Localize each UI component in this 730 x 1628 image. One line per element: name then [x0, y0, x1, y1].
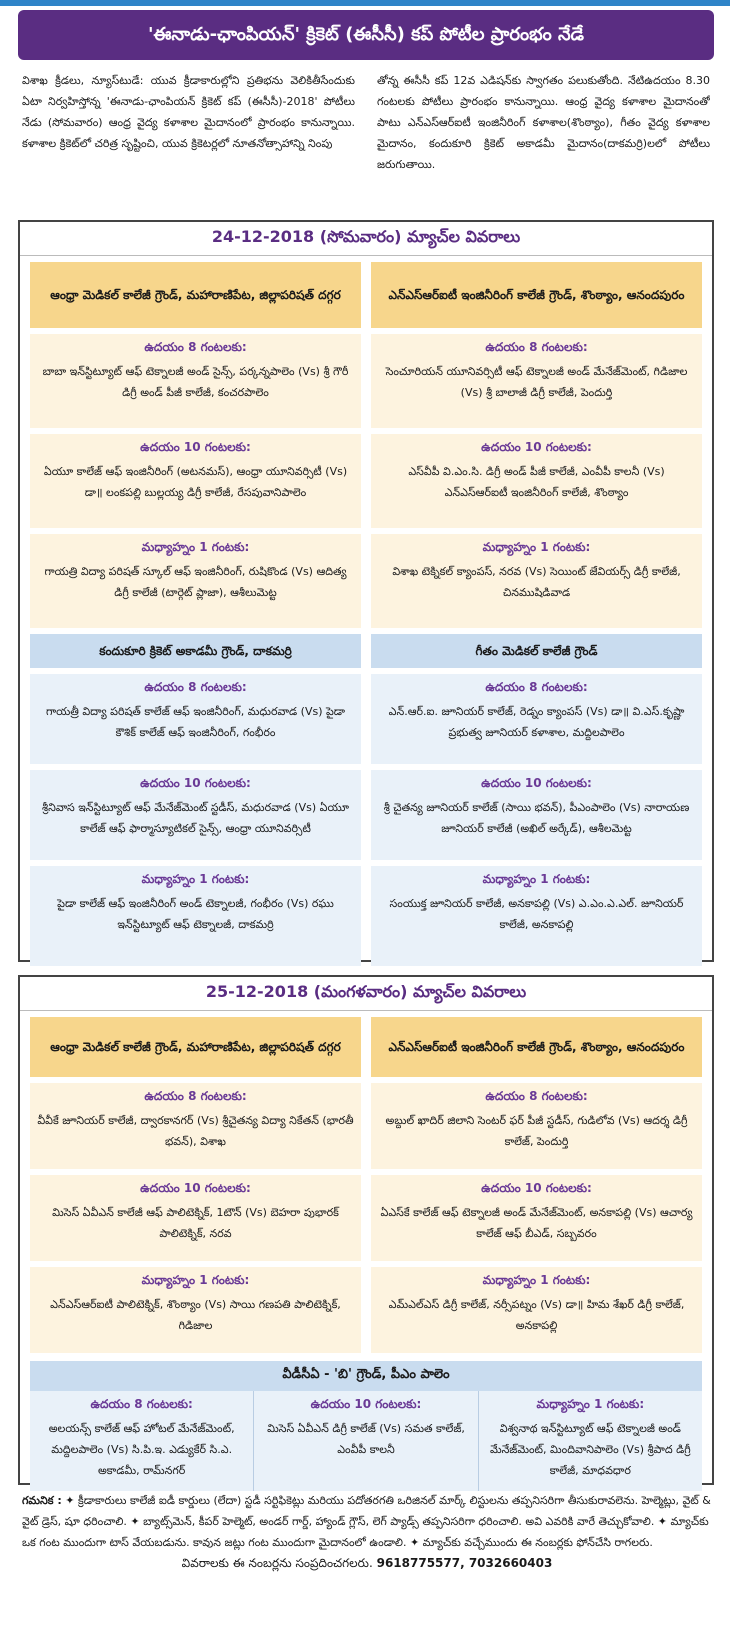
slot-time: మధ్యాహ్నం 1 గంటకు: [482, 872, 591, 886]
slot-matchup: ఎస్‌వీపీ వి.ఎం.సి. డిగ్రీ అండ్ పీజీ కాలేజీ, ఎంవీపీ కాలనీ (Vs) ఎన్‌ఎస్‌ఆర్‌ఐటీ ఇంజినీరింగ్ కాలేజీ, శొంఠ్యాం [408, 465, 665, 499]
notes-text: ✦ క్రీడాకారులు కాలేజీ ఐడీ కార్డులు (లేదా) స్టడీ సర్టిఫికెట్లు మరియు పదోతరగతి ఒరిజినల్ మార్క్ లిస్టులను తప్పనిసరిగా తీసుకురావలెను. హెల్మెట్లు, వైట్ & వైట్ డ్రెస్, షూ ధరించాలి. ✦ బ్యాట్స్‌మెన్, కీపర్ హెల్మెట్, అండర్ గార్డ్, హ్యాండ్ గ్లౌస్, లెగ్ ప్యాడ్స్ తప్పనిసరిగా ధరించాలి. అవి ఎవరికి వారే తెచ్చుకోవాలి. ✦ మ్యాచ్‌కు ఒక గంట ముందుగా టాస్ వేయబడును. కావున జట్లు గంట ముందుగా మైదానంలో ఉండాలి. ✦ మ్యాచ్‌కు వచ్చేముందు ఈ నంబర్లకు ఫోన్‌చేసి రాగలరు. [22, 1494, 711, 1549]
slot-block [253, 1391, 477, 1491]
slot-matchup: శ్రీనివాస ఇన్‌స్టిట్యూట్ ఆఫ్ మేనేజ్‌మెంట్ స్టడీస్, మధురవాడ (Vs) ఏయూ కాలేజ్ ఆఫ్ ఫార్మాస్యూటికల్ సైన్స్, ఆంధ్రా యూనివర్సిటీ [42, 801, 349, 835]
slot-time: ఉదయం 10 గంటలకు: [140, 440, 251, 454]
vdca-venue-block [30, 1361, 702, 1491]
venue-block [30, 634, 361, 668]
slot-block [371, 334, 702, 428]
venue-block [371, 262, 702, 328]
slot-matchup: మిసెస్ ఏవీఎన్ కాలేజీ ఆఫ్ పాలిటెక్నిక్, 1టౌన్ (Vs) బెహరా పుభారక్ పాలిటెక్నిక్, నరవ [52, 1206, 339, 1240]
slot-time: ఉదయం 10 గంటలకు: [310, 1397, 422, 1411]
slot-block [371, 1175, 702, 1261]
notes-section [22, 1490, 712, 1622]
slot-matchup: విశ్వనాథ ఇన్‌స్టిట్యూట్ ఆఫ్ టెక్నాలజీ అండ్ మేనేజ్‌మెంట్, మిందివానిపాలెం (Vs) శ్రీపాద డిగ్రీ కాలేజీ, మాధవధార [489, 1422, 691, 1477]
slot-block [371, 534, 702, 628]
day2-schedule [18, 975, 714, 1485]
slot-block [371, 1267, 702, 1353]
slot-matchup: అలయన్స్ కాలేజ్ ఆఫ్ హోటల్ మేనేజ్‌మెంట్, మద్దిలపాలెం (Vs) సి.పి.ఇ. ఎడ్యుకేర్ సి.ఎ. అకాడమీ, రామ్‌నగర్ [48, 1422, 235, 1477]
venue-name: గీతం మెడికల్ కాలేజీ గ్రౌండ్ [371, 634, 702, 668]
notes-label: గమనిక : [22, 1494, 62, 1507]
page-title: 'ఈనాడు-ఛాంపియన్' క్రికెట్ (ఈసీసీ) కప్ పోటీల ప్రారంభం నేడే [147, 24, 585, 46]
venue-block [371, 1017, 702, 1077]
slot-block [30, 334, 361, 428]
slot-matchup: శ్రీ చైతన్య జూనియర్ కాలేజ్ (సాయి భవన్), పీఎంపాలెం (Vs) నారాయణ జూనియర్ కాలేజీ (అఖిల్ అర్కేడ్), ఆశీలమెట్ట [383, 801, 690, 835]
slot-block [30, 534, 361, 628]
slot-time: ఉదయం 8 గంటలకు: [90, 1397, 193, 1411]
venue-name: వీడీసీఏ - 'బి' గ్రౌండ్, పీఎం పాలెం [30, 1361, 702, 1391]
venue-name: ఎన్‌ఎస్‌ఆర్‌ఐటీ ఇంజినీరింగ్ కాలేజీ గ్రౌండ్, శొంఠ్యాం, ఆనందపురం [371, 262, 702, 328]
slot-matchup: వీవీకే జూనియర్ కాలేజీ, ద్వారకానగర్ (Vs) శ్రీచైతన్య విద్యా నికేతన్ (భారతీ భవన్), విశాఖ [37, 1114, 354, 1148]
slot-block [30, 1267, 361, 1353]
slot-block [30, 1083, 361, 1169]
slot-matchup: బాబా ఇన్‌స్టిట్యూట్ ఆఫ్ టెక్నాలజీ అండ్ సైన్స్, పర్కన్నపాలెం (Vs) శ్రీ గౌరీ డిగ్రీ అండ్ పీజీ కాలేజీ, కంచరపాలెం [42, 365, 349, 399]
venue-block [30, 1017, 361, 1077]
contact-label: వివరాలకు ఈ నంబర్లను సంప్రదించగలరు. [181, 1556, 373, 1570]
headline-banner [18, 10, 714, 60]
venue-name: ఎన్‌ఎస్‌ఆర్‌ఐటీ ఇంజినీరింగ్ కాలేజీ గ్రౌండ్, శొంఠ్యాం, ఆనందపురం [371, 1017, 702, 1077]
slot-time: మధ్యాహ్నం 1 గంటకు: [482, 540, 591, 554]
top-accent-bar [0, 0, 730, 6]
slot-matchup: పైడా కాలేజ్ ఆఫ్ ఇంజినీరింగ్ అండ్ టెక్నాలజీ, గంభీరం (Vs) రఘు ఇన్‌స్టిట్యూట్ ఆఫ్ టెక్నాలజీ, దాకమర్రి [57, 897, 334, 931]
slot-block [30, 1175, 361, 1261]
slot-time: ఉదయం 8 గంటలకు: [144, 680, 247, 694]
venue-name: ఆంధ్రా మెడికల్ కాలేజీ గ్రౌండ్, మహారాణిపేట, జిల్లాపరిషత్ దగ్గర [30, 1017, 361, 1077]
slot-block [30, 674, 361, 764]
slot-block [371, 1083, 702, 1169]
slot-matchup: మిసెస్ ఏవీఎన్ డిగ్రీ కాలేజ్ (Vs) సమత కాలేజ్, ఎంవీపీ కాలనీ [267, 1422, 465, 1456]
intro-left-column: విశాఖ క్రీడలు, న్యూస్‌టుడే: యువ క్రీడాకారుల్లోని ప్రతిభను వెలికితీసేందుకు ఏటా నిర్వహిస్తోన్న 'ఈనాడు-ఛాంపియన్ క్రికెట్ కప్ (ఈసీసీ)-2018' పోటీలు నేడు (సోమవారం) ఆంధ్ర వైద్య కళాశాల మైదానంలో ప్రారంభం కానున్నాయి. కళాశాల క్రికెట్‌లో చరిత్ర సృష్టించి, యువ క్రికెటర్లలో నూతనోత్సాహాన్ని నింపు [22, 74, 355, 150]
slot-matchup: గాయత్రి విద్యా పరిషత్ స్కూల్ ఆఫ్ ఇంజినీరింగ్, రుషికొండ (Vs) ఆదిత్య డిగ్రీ కాలేజీ (టార్గెట్ ప్లాజా), ఆశీలుమెట్ట [44, 565, 347, 599]
slot-time: ఉదయం 8 గంటలకు: [144, 340, 247, 354]
slot-time: మధ్యాహ్నం 1 గంటకు: [141, 540, 250, 554]
slot-time: ఉదయం 10 గంటలకు: [481, 776, 592, 790]
contact-phones: 9618775577, 7032660403 [376, 1556, 553, 1570]
slot-block [30, 770, 361, 860]
venue-name: ఆంధ్రా మెడికల్ కాలేజీ గ్రౌండ్, మహారాణిపేట, జిల్లాపరిషత్ దగ్గర [30, 262, 361, 328]
slot-matchup: అబ్దుల్ ఖాదిర్ జిలాని సెంటర్ ఫర్ పీజీ స్టడీస్, గుడిలోవ (Vs) ఆదర్శ డిగ్రీ కాలేజ్, పెందుర్తి [385, 1114, 688, 1148]
slot-matchup: ఎన్‌ఎస్‌ఆర్‌ఐటీ పాలిటెక్నిక్, శొంఠ్యాం (Vs) సాయి గణపతి పాలిటెక్నిక్, గిడిజాల [50, 1298, 341, 1332]
slot-block [371, 434, 702, 528]
slot-block [30, 434, 361, 528]
day1-heading: 24-12-2018 (సోమవారం) మ్యాచ్‌ల వివరాలు [20, 222, 712, 256]
slot-block [30, 866, 361, 966]
contact-line [22, 1553, 712, 1574]
slot-block [478, 1391, 702, 1491]
slot-time: మధ్యాహ్నం 1 గంటకు: [141, 1273, 250, 1287]
slot-time: మధ్యాహ్నం 1 గంటకు: [536, 1397, 645, 1411]
slot-time: ఉదయం 10 గంటలకు: [140, 1181, 251, 1195]
slot-time: మధ్యాహ్నం 1 గంటకు: [141, 872, 250, 886]
slot-matchup: సెంచూరియన్ యూనివర్సిటీ ఆఫ్ టెక్నాలజీ అండ్ మేనేజ్‌మెంట్, గిడిజాల (Vs) శ్రీ బాలాజీ డిగ్రీ కాలేజీ, పెందుర్తి [385, 365, 688, 399]
slot-time: ఉదయం 8 గంటలకు: [485, 340, 588, 354]
slot-matchup: గాయత్రీ విద్యా పరిషత్ కాలేజ్ ఆఫ్ ఇంజినీరింగ్, మధురవాడ (Vs) పైడా కౌశిక్ కాలేజ్ ఆఫ్ ఇంజినీరింగ్, గంభీరం [45, 705, 346, 739]
slot-time: ఉదయం 10 గంటలకు: [481, 1181, 592, 1195]
slot-block [30, 1391, 253, 1491]
slot-time: ఉదయం 8 గంటలకు: [485, 680, 588, 694]
venue-block [371, 634, 702, 668]
slot-matchup: ఏయూ కాలేజ్ ఆఫ్ ఇంజినీరింగ్ (అటనమస్), ఆంధ్రా యూనివర్సిటీ (Vs) డా॥ లంకపల్లి బుల్లయ్య డిగ్రీ కాలేజీ, రేసపువానిపాలెం [43, 465, 348, 499]
venue-name: కందుకూరి క్రికెట్ అకాడమీ గ్రౌండ్, దాకమర్రి [30, 634, 361, 668]
slot-matchup: ఎన్.ఆర్.ఐ. జూనియర్ కాలేజ్, రెడ్నం క్యాంపస్ (Vs) డా॥ వి.ఎస్.కృష్ణా ప్రభుత్వ జూనియర్ కళాశాల, మద్దిలపాలెం [388, 705, 685, 739]
slot-matchup: సంయుక్త జూనియర్ కాలేజీ, అనకాపల్లి (Vs) ఎ.ఎం.ఎ.ఎల్. జూనియర్ కాలేజీ, అనకాపల్లి [389, 897, 684, 931]
day2-heading: 25-12-2018 (మంగళవారం) మ్యాచ్‌ల వివరాలు [20, 977, 712, 1011]
slot-matchup: విశాఖ టెక్నికల్ క్యాంపస్, నరవ (Vs) సెయింట్ జేవియర్స్ డిగ్రీ కాలేజీ, చినముషిడివాడ [392, 565, 681, 599]
slot-matchup: ఏఎస్‌కే కాలేజ్ ఆఫ్ టెక్నాలజీ అండ్ మేనేజ్‌మెంట్, అనకాపల్లి (Vs) ఆచార్య కాలేజ్ ఆఫ్ బీఎడ్, సబ్బవరం [380, 1206, 693, 1240]
slot-time: ఉదయం 10 గంటలకు: [140, 776, 251, 790]
intro-right-column: తోన్న ఈసీసీ కప్ 12వ ఎడిషన్‌కు స్వాగతం పలుకుతోంది. నేటిఉదయం 8.30 గంటలకు పోటీలు ప్రారంభం కానున్నాయి. ఆంధ్ర వైద్య కళాశాల మైదానంతో పాటు ఎన్‌ఎస్‌ఆర్‌ఐటీ ఇంజినీరింగ్ కళాశాల(శొంఠ్యాం), గీతం వైద్య కళాశాల మైదానం, కందుకూరి క్రికెట్ అకాడమీ మైదానం(దాకమర్రి)లలో పోటీలు జరుగుతాయి. [377, 74, 710, 171]
slot-block [371, 770, 702, 860]
slot-time: ఉదయం 8 గంటలకు: [485, 1089, 588, 1103]
slot-time: మధ్యాహ్నం 1 గంటకు: [482, 1273, 591, 1287]
slot-block [371, 866, 702, 966]
slot-time: ఉదయం 10 గంటలకు: [481, 440, 592, 454]
slot-matchup: ఎమ్‌ఎల్‌ఎస్ డిగ్రీ కాలేజ్, నర్సీపట్నం (Vs) డా॥ హిమ శేఖర్ డిగ్రీ కాలేజ్, అనకాపల్లి [388, 1298, 685, 1332]
slot-time: ఉదయం 8 గంటలకు: [144, 1089, 247, 1103]
venue-block [30, 262, 361, 328]
intro-article [22, 70, 710, 210]
day1-schedule [18, 220, 714, 962]
slot-block [371, 674, 702, 764]
